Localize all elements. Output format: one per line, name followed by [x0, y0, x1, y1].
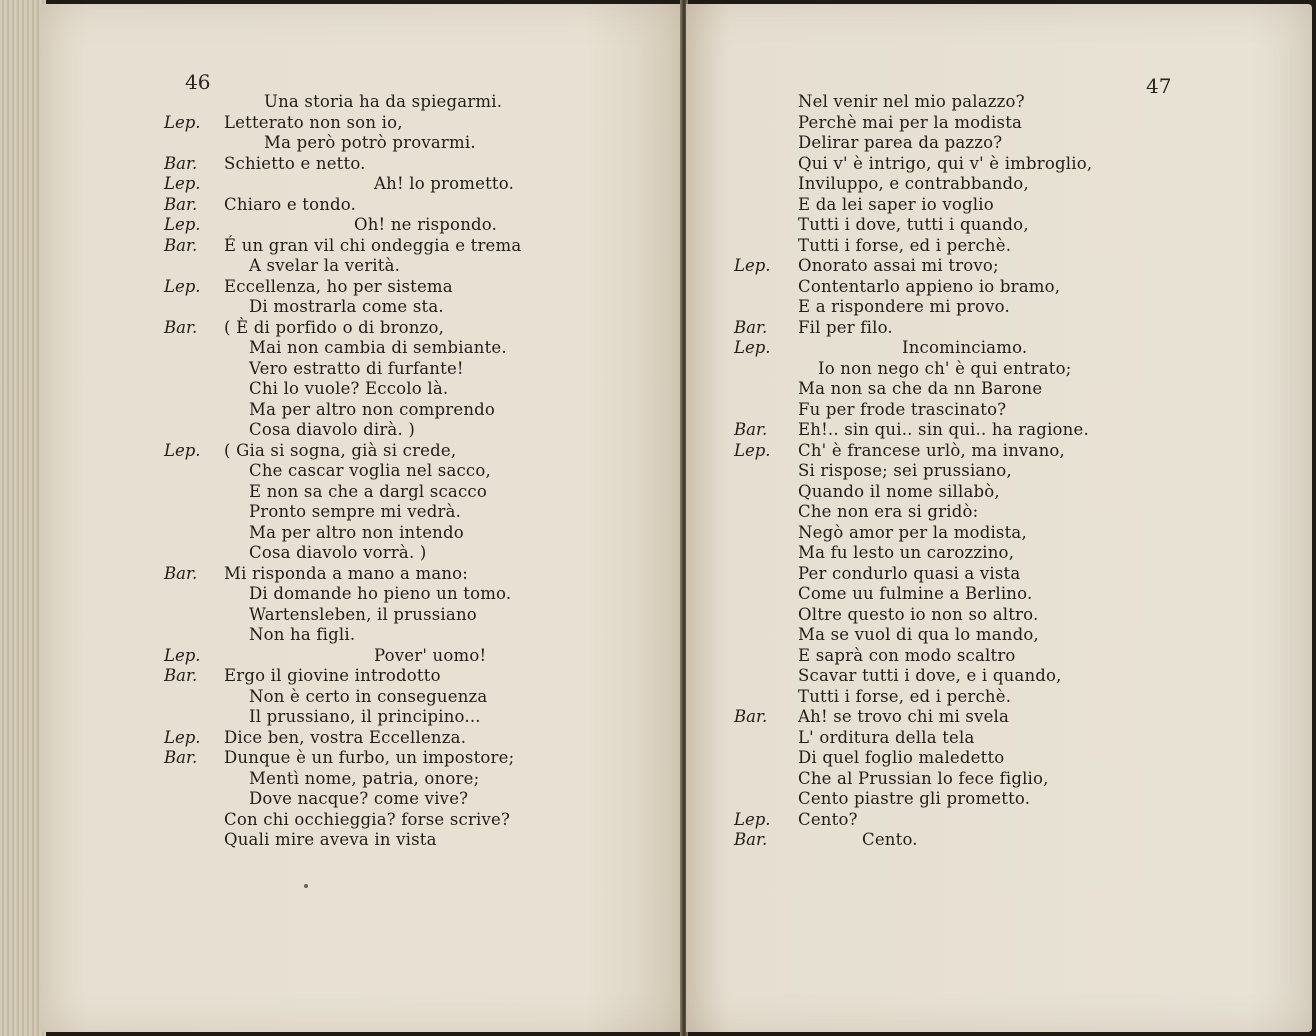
verse-line: Cento piastre gli prometto. — [798, 789, 1031, 808]
verse-line: Nel venir nel mio palazzo? — [798, 92, 1025, 111]
verse-line: Qui v' è intrigo, qui v' è imbroglio, — [798, 153, 1093, 173]
verse-line: Ma fu lesto un carozzino, — [798, 543, 1015, 562]
page-number: 46 — [185, 70, 211, 94]
verse-line: Oh! ne rispondo. — [354, 215, 498, 234]
verse-line: É un gran vil chi ondeggia e trema — [224, 235, 522, 255]
verse-line: Ah! lo prometto. — [374, 174, 515, 193]
verse-line: Dove nacque? come vive? — [249, 789, 469, 808]
verse-line: ( È di porfido o di bronzo, — [224, 317, 445, 337]
verse-line: Quali mire aveva in vista — [224, 830, 437, 849]
verse-line: Inviluppo, e contrabbando, — [798, 174, 1029, 193]
verse-line: Oltre questo io non so altro. — [798, 604, 1039, 624]
left-page — [40, 4, 682, 1032]
verse-line: Mi risponda a mano a mano: — [224, 563, 469, 583]
verse-line: Che cascar voglia nel sacco, — [249, 461, 491, 480]
verse-line: Di mostrarla come sta. — [249, 297, 444, 316]
speaker-label: Bar. — [164, 153, 198, 173]
verse-line: Chi lo vuole? Eccolo là. — [249, 379, 449, 398]
speaker-label: Lep. — [734, 338, 771, 357]
speaker-label: Lep. — [734, 809, 771, 829]
speaker-label: Lep. — [164, 174, 201, 193]
verse-line: Ma per altro non intendo — [249, 522, 464, 542]
speaker-label: Lep. — [164, 276, 201, 296]
verse-line: Schietto e netto. — [224, 153, 366, 173]
speaker-label: Lep. — [734, 256, 771, 275]
speaker-label: Lep. — [164, 215, 201, 234]
verse-line: Eh!.. sin qui.. sin qui.. ha ragione. — [798, 420, 1089, 439]
speaker-label: Bar. — [164, 194, 198, 214]
verse-line: Vero estratto di furfante! — [249, 358, 464, 378]
paper-speck — [304, 884, 308, 888]
speaker-label: Bar. — [164, 317, 198, 337]
verse-line: Non ha figli. — [249, 625, 356, 644]
verse-line: Cento. — [862, 830, 918, 849]
speaker-label: Bar. — [734, 420, 768, 439]
verse-line: Perchè mai per la modista — [798, 112, 1023, 132]
verse-line: ( Gia si sogna, già si crede, — [224, 440, 457, 460]
verse-line: Incominciamo. — [902, 338, 1028, 357]
verse-line: Io non nego ch' è qui entrato; — [818, 358, 1072, 378]
verse-line: Si rispose; sei prussiano, — [798, 461, 1012, 480]
verse-line: Letterato non son io, — [224, 112, 403, 132]
verse-line: Che al Prussian lo fece figlio, — [798, 768, 1049, 788]
speaker-label: Bar. — [734, 317, 768, 337]
verse-line: Onorato assai mi trovo; — [798, 256, 999, 275]
speaker-label: Bar. — [164, 235, 198, 255]
verse-line: Cento? — [798, 809, 858, 829]
verse-line: Chiaro e tondo. — [224, 194, 357, 214]
verse-line: Dunque è un furbo, un impostore; — [224, 748, 515, 767]
verse-line: Tutti i forse, ed i perchè. — [798, 235, 1012, 255]
verse-line: Fu per frode trascinato? — [798, 399, 1007, 419]
verse-line: L' orditura della tela — [798, 727, 975, 747]
verse-line: Ma però potrò provarmi. — [264, 133, 476, 152]
verse-line: Pronto sempre mi vedrà. — [249, 502, 462, 521]
speaker-label: Lep. — [164, 727, 201, 747]
verse-line: Che non era si gridò: — [798, 502, 979, 521]
verse-line: Ch' è francese urlò, ma invano, — [798, 440, 1065, 460]
verse-line: Cosa diavolo dirà. ) — [249, 420, 415, 439]
verse-line: Di quel foglio maledetto — [798, 748, 1005, 767]
verse-line: Wartensleben, il prussiano — [249, 604, 477, 624]
verse-line: Per condurlo quasi a vista — [798, 563, 1021, 583]
verse-line: Una storia ha da spiegarmi. — [264, 92, 503, 111]
speaker-label: Lep. — [164, 112, 201, 132]
verse-line: Non è certo in conseguenza — [249, 686, 488, 706]
verse-line: Cosa diavolo vorrà. ) — [249, 543, 427, 562]
verse-line: Tutti i dove, tutti i quando, — [798, 215, 1029, 234]
verse-line: Ergo il giovine introdotto — [224, 666, 441, 685]
speaker-label: Bar. — [164, 666, 198, 685]
verse-line: Contentarlo appieno io bramo, — [798, 276, 1061, 296]
verse-line: Delirar parea da pazzo? — [798, 133, 1003, 152]
verse-line: Come uu fulmine a Berlino. — [798, 584, 1033, 603]
verse-line: Ma per altro non comprendo — [249, 399, 496, 419]
verse-line: E a rispondere mi provo. — [798, 297, 1010, 316]
verse-line: Di domande ho pieno un tomo. — [249, 584, 512, 603]
verse-line: Dice ben, vostra Eccellenza. — [224, 727, 467, 747]
verse-line: Mentì nome, patria, onore; — [249, 768, 480, 788]
verse-line: Quando il nome sillabò, — [798, 481, 1000, 501]
verse-line: Scavar tutti i dove, e i quando, — [798, 666, 1062, 685]
verse-line: Tutti i forse, ed i perchè. — [798, 686, 1012, 706]
verse-line: Mai non cambia di sembiante. — [249, 338, 507, 357]
verse-line: Ma se vuol di qua lo mando, — [798, 625, 1039, 644]
speaker-label: Bar. — [734, 830, 768, 849]
verse-line: Negò amor per la modista, — [798, 522, 1027, 542]
speaker-label: Lep. — [164, 440, 201, 460]
verse-line: E non sa che a dargl scacco — [249, 481, 487, 501]
verse-line: Eccellenza, ho per sistema — [224, 276, 453, 296]
verse-line: E saprà con modo scaltro — [798, 645, 1016, 665]
speaker-label: Bar. — [164, 563, 198, 583]
speaker-label: Lep. — [164, 645, 201, 665]
verse-line: Fil per filo. — [798, 317, 893, 337]
verse-line: Ma non sa che da nn Barone — [798, 379, 1043, 398]
verse-line: Pover' uomo! — [374, 645, 487, 665]
speaker-label: Bar. — [164, 748, 198, 767]
verse-line: E da lei saper io voglio — [798, 194, 994, 214]
speaker-label: Bar. — [734, 707, 768, 726]
page-number: 47 — [1146, 74, 1172, 98]
verse-line: A svelar la verità. — [249, 256, 401, 275]
right-page — [686, 4, 1312, 1032]
verse-line: Ah! se trovo chi mi svela — [798, 707, 1010, 726]
speaker-label: Lep. — [734, 440, 771, 460]
verse-line: Il prussiano, il principino... — [249, 707, 481, 726]
verse-line: Con chi occhieggia? forse scrive? — [224, 809, 511, 829]
